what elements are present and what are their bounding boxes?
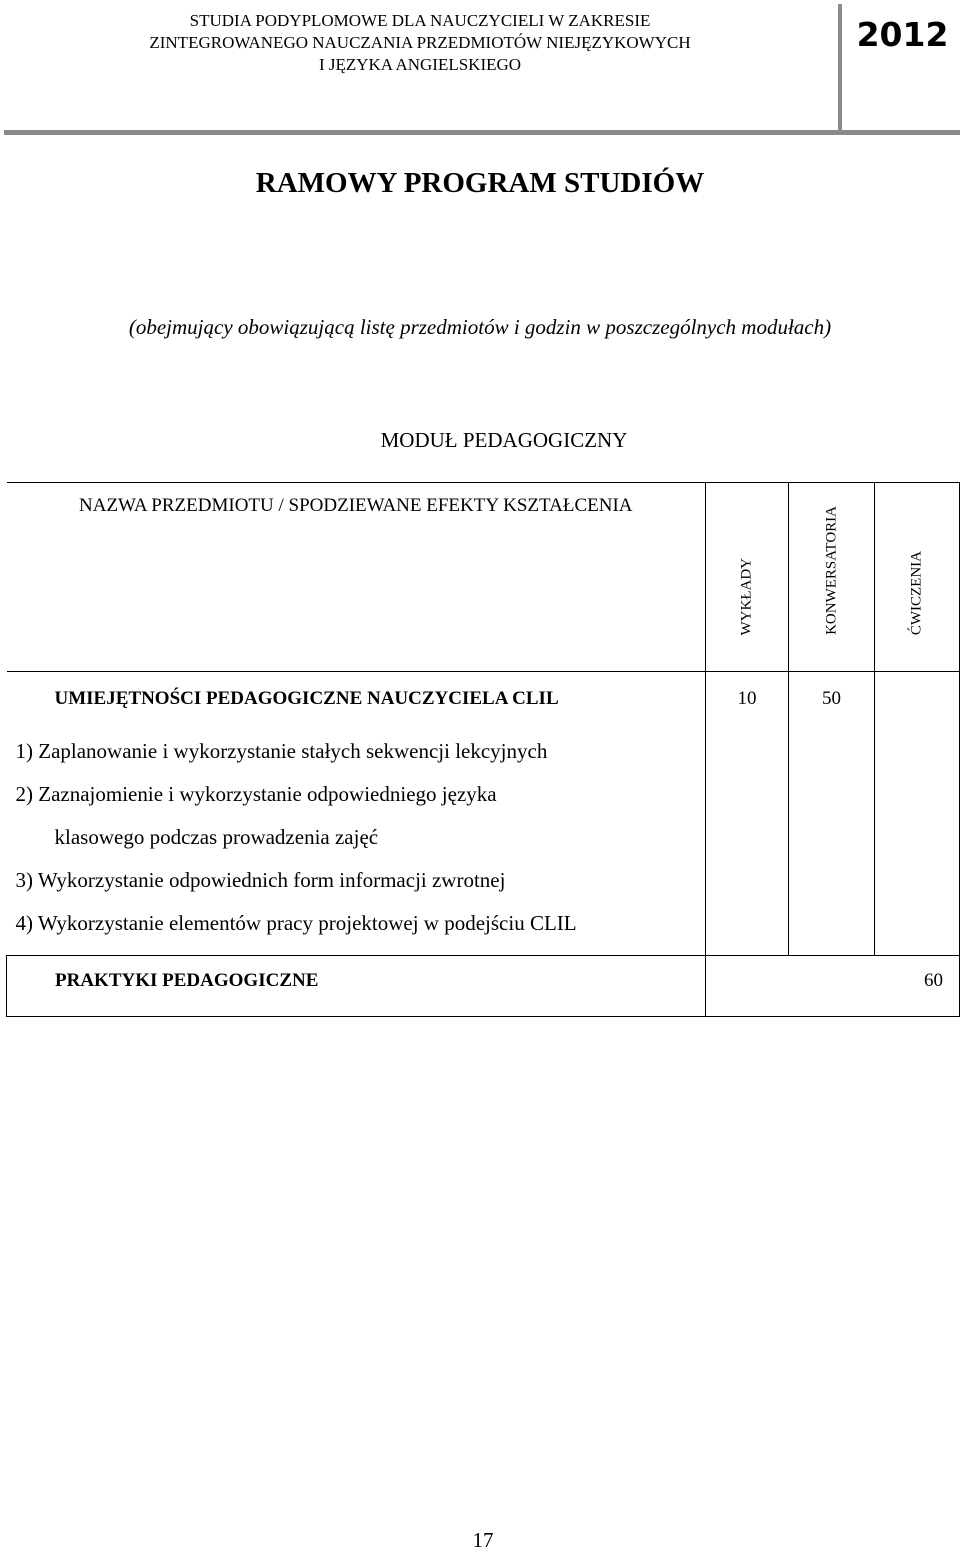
col-header-exercises: ĆWICZENIA: [908, 550, 925, 635]
empty-cell: [789, 726, 875, 956]
skills-conversations-hours: 50: [789, 672, 875, 727]
list-item: 1) Zaplanowanie i wykorzystanie stałych sekwencji lekcyjnych: [15, 739, 548, 763]
empty-cell: [875, 726, 960, 956]
list-item: klasowego podczas prowadzenia zajęć: [54, 825, 379, 849]
document-title: RAMOWY PROGRAM STUDIÓW: [255, 167, 705, 199]
page-number: 17: [472, 1528, 494, 1552]
list-item: 3) Wykorzystanie odpowiednich form informacji zwrotnej: [15, 868, 506, 892]
table-row: [7, 956, 960, 1017]
section-title-practice: PRAKTYKI PEDAGOGICZNE: [7, 956, 706, 1017]
module-title: MODUŁ PEDAGOGICZNY: [380, 428, 628, 452]
header-line-3: I JĘZYKA ANGIELSKIEGO: [318, 55, 522, 74]
skills-exercises-hours: [875, 672, 960, 727]
col-header-lectures: WYKŁADY: [738, 557, 755, 635]
col-header-conversations-cell: [789, 483, 875, 672]
list-item: 2) Zaznajomienie i wykorzystanie odpowiedniego języka: [15, 782, 497, 806]
header-horizontal-rule: [4, 130, 960, 135]
col-header-name: NAZWA PRZEDMIOTU / SPODZIEWANE EFEKTY KSZTAŁCENIA: [7, 483, 706, 672]
col-header-exercises-cell: [875, 483, 960, 672]
header-line-2: ZINTEGROWANEGO NAUCZANIA PRZEDMIOTÓW NIEJĘZYKOWYCH: [149, 33, 691, 52]
learning-outcomes-list: [7, 726, 706, 956]
header-line-1: STUDIA PODYPLOMOWE DLA NAUCZYCIELI W ZAKRESIE: [189, 11, 651, 30]
running-header: [0, 10, 840, 76]
col-header-lectures-cell: [706, 483, 789, 672]
empty-cell: [706, 726, 789, 956]
table-header-row: [7, 483, 960, 672]
header-vertical-rule: [838, 4, 842, 134]
section-title-skills: UMIEJĘTNOŚCI PEDAGOGICZNE NAUCZYCIELA CLIL: [54, 688, 559, 709]
document-subtitle: (obejmujący obowiązującą listę przedmiotów i godzin w poszczególnych modułach): [128, 315, 832, 339]
program-table: [6, 482, 960, 1017]
practice-hours: 60: [706, 956, 960, 1017]
table-row: [7, 726, 960, 956]
list-item: 4) Wykorzystanie elementów pracy projektowej w podejściu CLIL: [15, 911, 577, 935]
table-row: [7, 672, 960, 727]
header-year: 2012: [856, 15, 949, 54]
col-header-conversations: KONWERSATORIA: [823, 506, 839, 635]
skills-lectures-hours: 10: [706, 672, 789, 727]
